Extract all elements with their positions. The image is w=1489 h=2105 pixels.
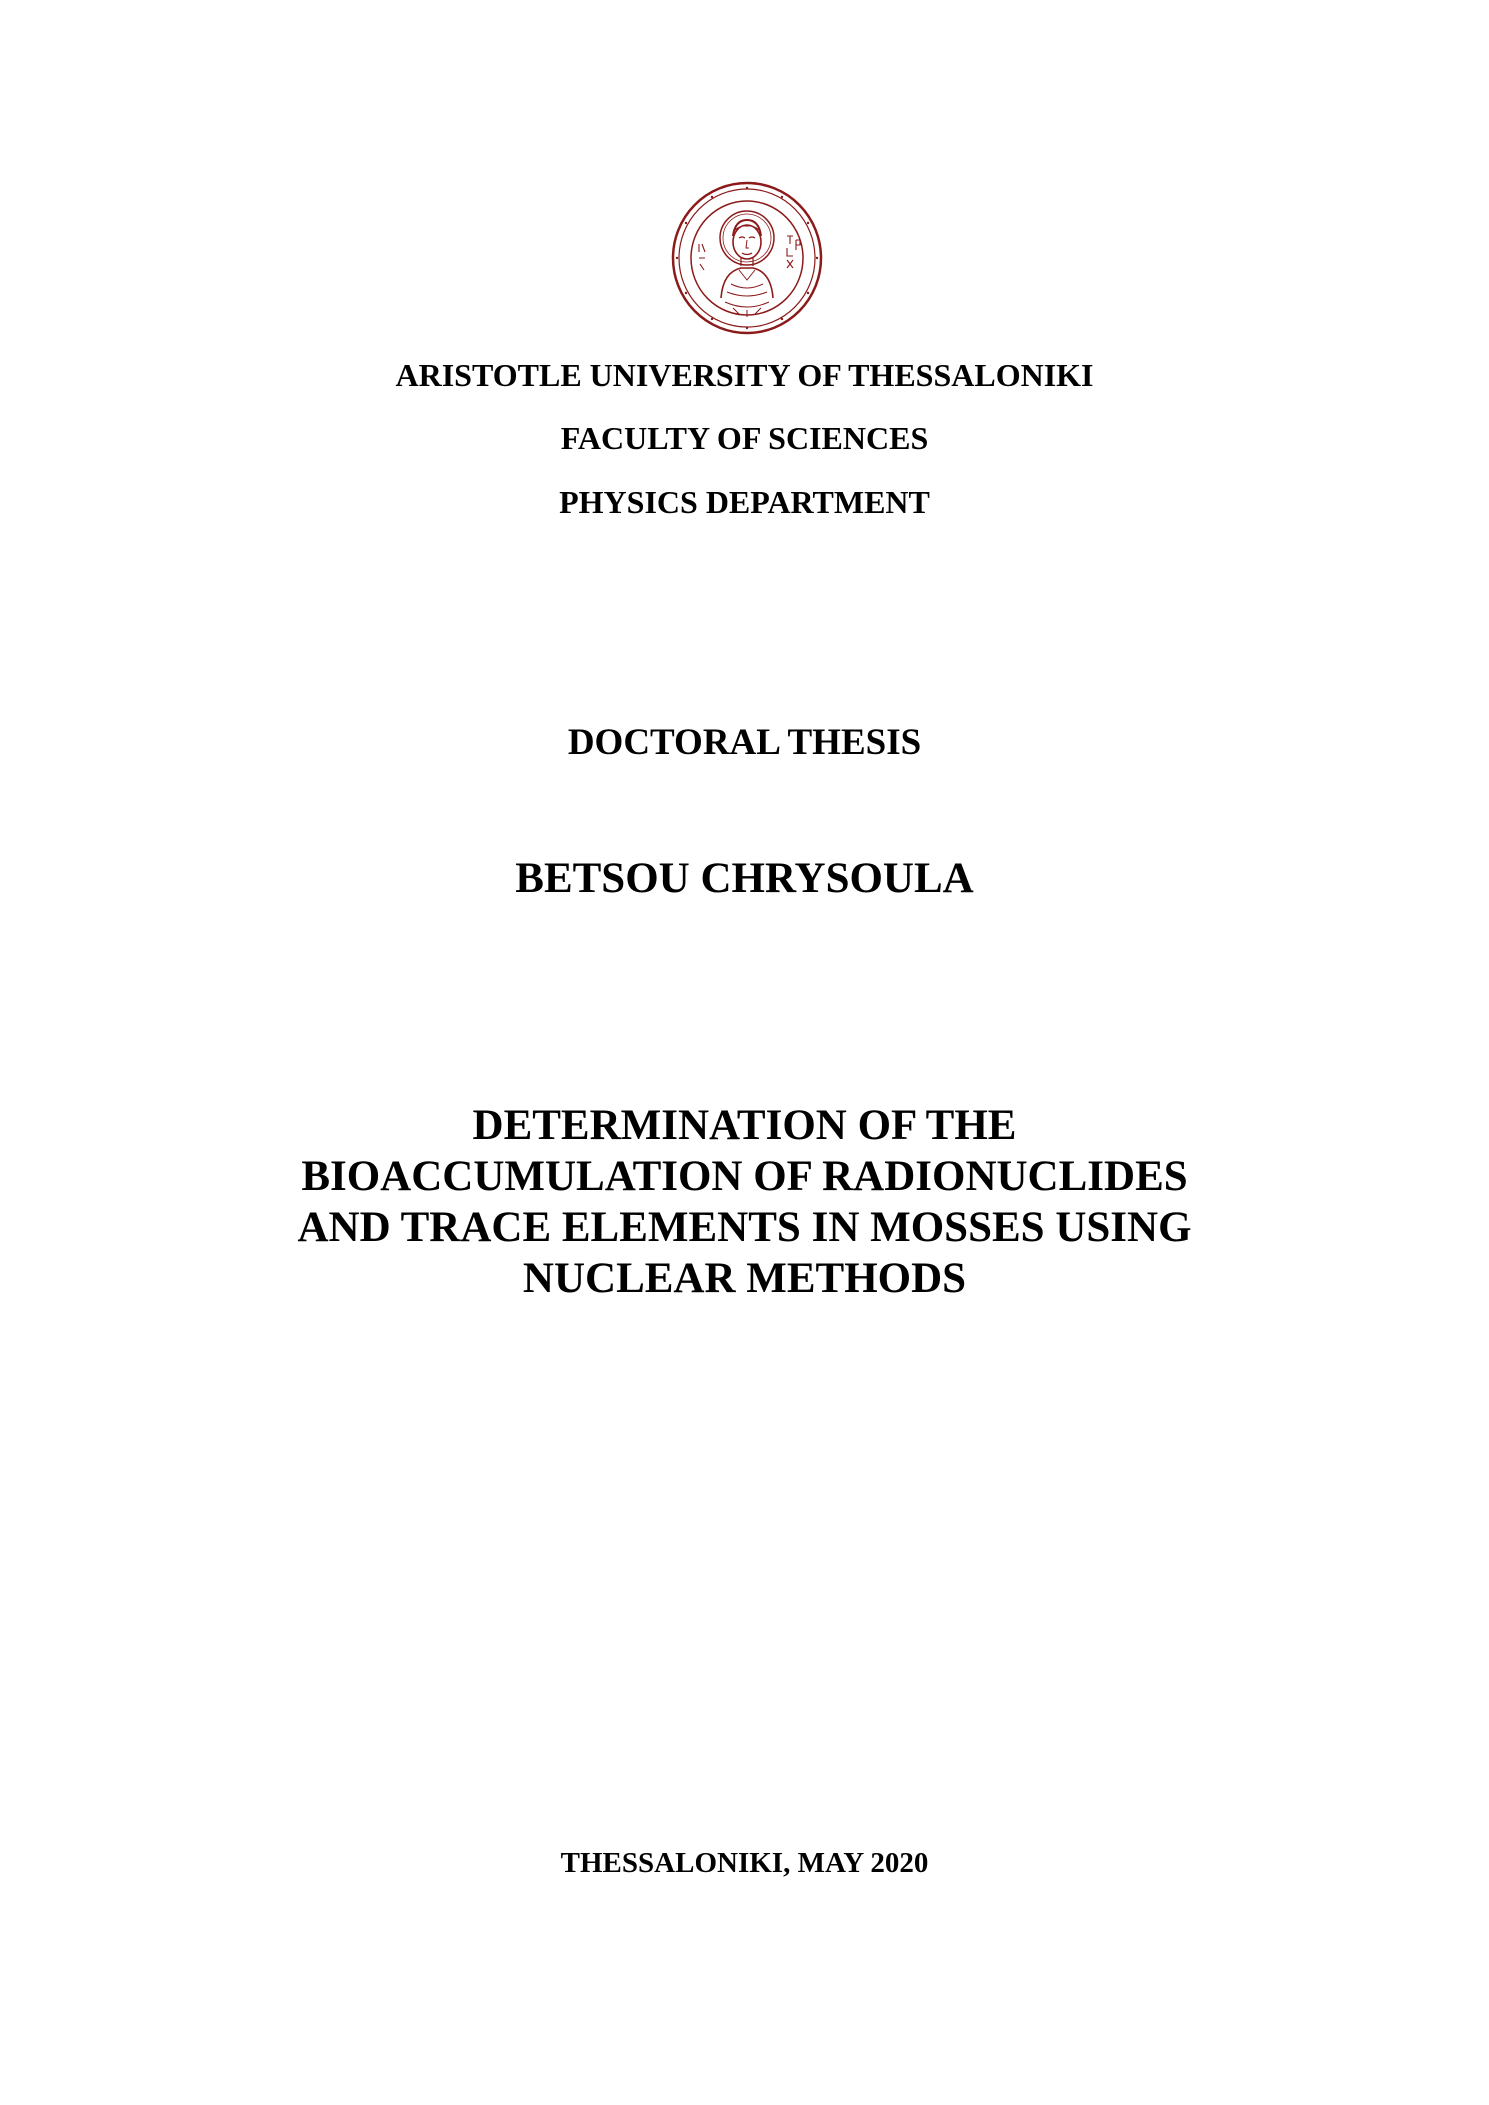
thesis-title (0, 1100, 1489, 1304)
document-type: DOCTORAL THESIS (567, 722, 922, 763)
department-name: PHYSICS DEPARTMENT (559, 484, 930, 520)
university-seal-logo (669, 180, 825, 336)
thesis-title-line: AND TRACE ELEMENTS IN MOSSES USING (297, 1204, 1192, 1251)
faculty-name: FACULTY OF SCIENCES (560, 420, 929, 456)
thesis-title-line: BIOACCUMULATION OF RADIONUCLIDES (301, 1153, 1188, 1200)
university-name: ARISTOTLE UNIVERSITY OF THESSALONIKI (395, 357, 1094, 393)
author-name: BETSOU CHRYSOULA (515, 855, 974, 902)
thesis-title-line: NUCLEAR METHODS (522, 1255, 967, 1302)
thesis-title-line: DETERMINATION OF THE (472, 1102, 1017, 1149)
place-and-date: THESSALONIKI, MAY 2020 (560, 1847, 929, 1879)
